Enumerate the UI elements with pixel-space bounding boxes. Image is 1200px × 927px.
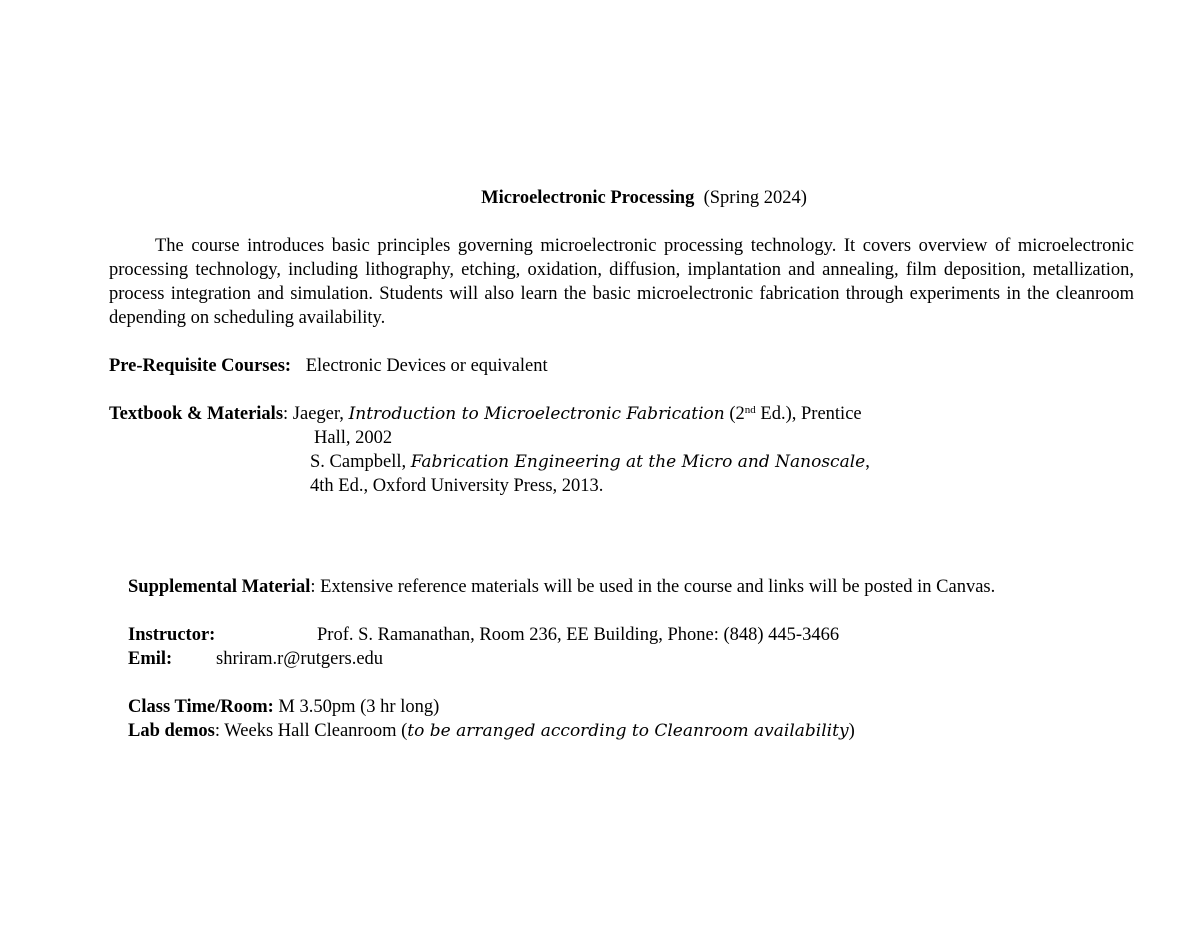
textbook-row-3	[310, 450, 870, 474]
book2-author: S. Campbell,	[310, 452, 411, 472]
course-description: The course introduces basic principles governing microelectronic processing technology. It covers overview of microelectronic processing technology, including lithography, etching, oxidation, diffusion, implantation and annealing, film deposition, metallization, process integration and simulation. Students will also learn the basic microelectronic fabrication through experiments in the cleanroom depending on scheduling availability.	[109, 236, 1134, 328]
class-time-row	[128, 695, 439, 719]
supplemental-row	[128, 575, 995, 599]
email-row	[128, 647, 383, 671]
book1-edition-post: Ed.), Prentice	[755, 404, 862, 424]
course-title: Microelectronic Processing	[481, 188, 695, 208]
supplemental-label: Supplemental Material	[128, 577, 311, 597]
book1-edition-pre: (2	[724, 404, 745, 424]
book1-line2: Hall, 2002	[314, 428, 393, 448]
instructor-label: Instructor:	[128, 625, 216, 645]
instructor-value: Prof. S. Ramanathan, Room 236, EE Building, Phone: (848) 445-3466	[317, 625, 840, 645]
lab-demos-label: Lab demos	[128, 721, 215, 741]
textbook-row-1	[109, 402, 862, 426]
book2-comma: ,	[865, 452, 870, 472]
lab-demos-value-italic: to be arranged according to Cleanroom availability	[407, 721, 849, 741]
course-heading	[0, 186, 1200, 210]
prerequisites-label: Pre-Requisite Courses:	[109, 356, 292, 376]
class-time-value: M 3.50pm (3 hr long)	[273, 697, 440, 717]
email-value: shriram.r@rutgers.edu	[216, 649, 384, 669]
prerequisites-value: Electronic Devices or equivalent	[305, 356, 548, 376]
instructor-row	[128, 623, 839, 647]
email-label: Emil:	[128, 649, 173, 669]
lab-demos-row	[128, 719, 855, 743]
book1-title: Introduction to Microelectronic Fabrication	[348, 404, 725, 424]
lab-demos-value-post: )	[848, 721, 855, 741]
supplemental-value: : Extensive reference materials will be used in the course and links will be posted in Canvas.	[310, 577, 996, 597]
prerequisites-row	[109, 354, 548, 378]
textbook-label: Textbook & Materials	[109, 404, 284, 424]
book2-title: Fabrication Engineering at the Micro and Nanoscale	[410, 452, 866, 472]
class-time-label: Class Time/Room:	[128, 697, 274, 717]
course-semester: (Spring 2024)	[703, 188, 807, 208]
lab-demos-value-pre: : Weeks Hall Cleanroom (	[214, 721, 408, 741]
book2-line2: 4th Ed., Oxford University Press, 2013.	[310, 476, 604, 496]
book1-edition-sup: nd	[744, 404, 756, 416]
book1-author: : Jaeger,	[283, 404, 349, 424]
